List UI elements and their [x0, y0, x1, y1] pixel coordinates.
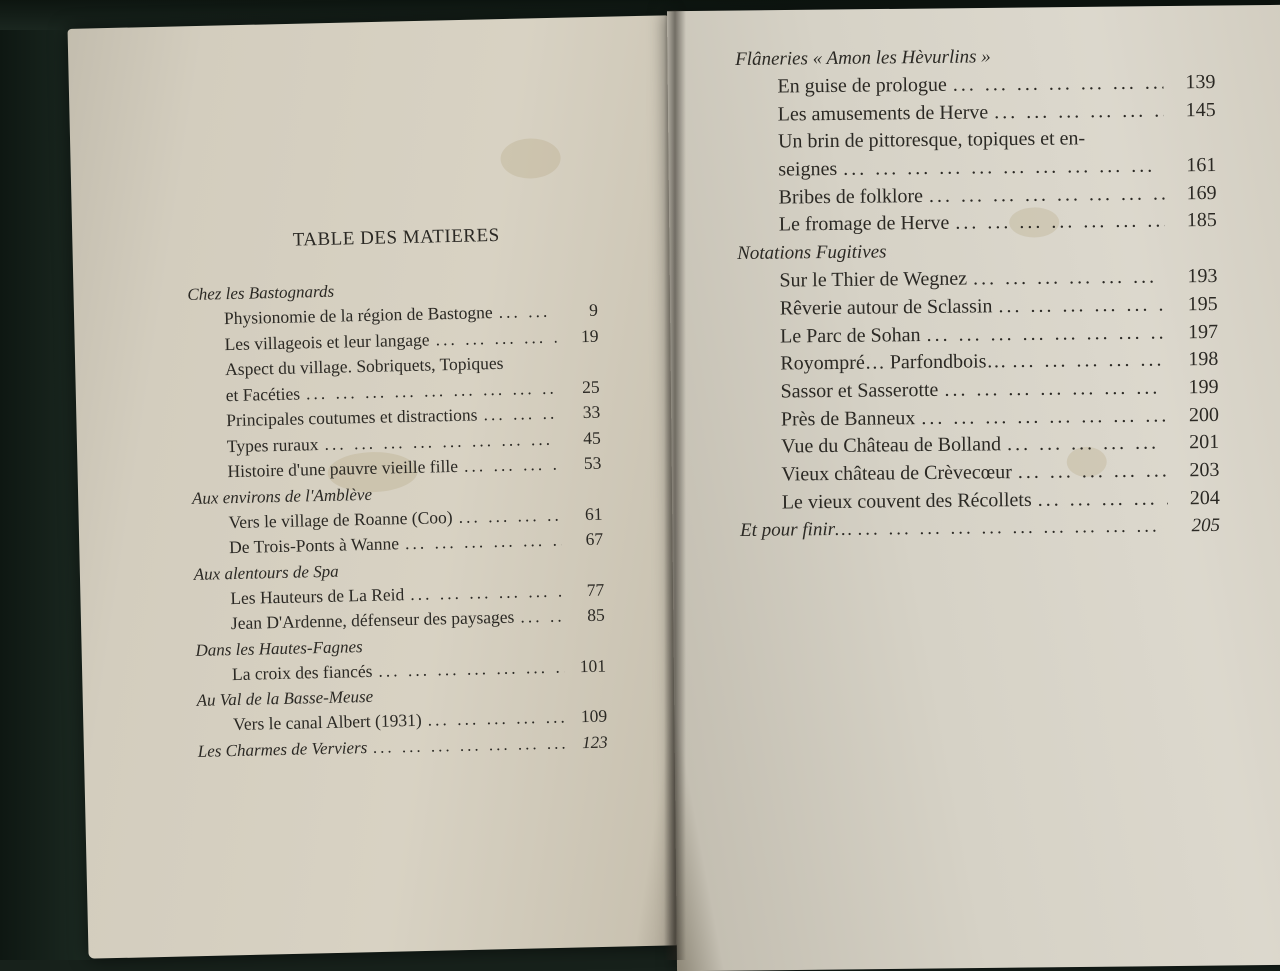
leader-dots — [410, 578, 563, 607]
entry-title: Vers le village de Roanne (Coo) — [228, 506, 453, 532]
entry-title: Physionomie de la région de Bastogne — [223, 302, 493, 329]
section-title: Les Charmes de Verviers — [197, 737, 368, 761]
entry-title: Vue du Château de Bolland — [781, 433, 1002, 458]
page-number: 33 — [582, 401, 601, 423]
page-number: 193 — [1187, 265, 1218, 288]
leader-dots — [520, 604, 563, 630]
leader-dots — [373, 730, 566, 759]
section-title: Chez les Bastognards — [187, 281, 335, 304]
page-number: 204 — [1189, 486, 1220, 509]
entry-title: Près de Banneux — [780, 406, 916, 431]
entry-title: Rêverie autour de Sclassin — [779, 295, 993, 320]
page-number: 45 — [583, 427, 601, 448]
entry-title: Vieux château de Crèvecœur — [781, 461, 1012, 486]
page-number: 200 — [1188, 403, 1220, 426]
leader-dots — [994, 97, 1164, 126]
page-number: 101 — [579, 655, 607, 676]
page-number: 139 — [1185, 70, 1216, 94]
leader-dots — [953, 70, 1164, 100]
leader-dots — [498, 299, 556, 326]
entry-title: Bribes de folklore — [778, 184, 924, 209]
entry-title: Les amusements de Herve — [777, 101, 989, 126]
entry-title: Les villageois et leur langage — [224, 329, 430, 354]
paper-stain — [500, 138, 561, 179]
page-number: 185 — [1186, 209, 1217, 232]
leader-dots — [1038, 485, 1168, 514]
leader-dots — [464, 452, 560, 480]
page-number: 205 — [1191, 515, 1221, 537]
entry-title: Royompré… Parfondbois… — [780, 350, 1007, 375]
entry-title: Le fromage de Herve — [778, 212, 950, 236]
entry-title: et Facéties — [225, 382, 301, 405]
page-number: 161 — [1186, 154, 1217, 177]
page-number: 197 — [1187, 320, 1219, 343]
page-number: 201 — [1189, 431, 1220, 454]
entry-title: Jean D'Ardenne, défenseur des paysages — [230, 606, 515, 634]
leader-dots — [955, 208, 1165, 238]
entry-title: Types ruraux — [226, 433, 319, 456]
page-number: 61 — [584, 503, 603, 524]
leader-dots — [1018, 457, 1168, 486]
page-number: 19 — [580, 325, 599, 346]
page-number: 85 — [587, 604, 606, 625]
leader-dots — [944, 374, 1167, 404]
entry-title: Les Hauteurs de La Reid — [230, 583, 405, 608]
toc-entry — [736, 97, 1216, 130]
toc-section-heading — [740, 512, 1220, 545]
page-number: 198 — [1188, 348, 1219, 371]
entry-title: Aspect du village. Sobriquets, Topiques — [224, 352, 504, 380]
table-of-contents-left — [186, 223, 608, 764]
leader-dots — [921, 402, 1167, 432]
section-title: Aux environs de l'Amblève — [191, 484, 373, 508]
leader-dots — [435, 324, 556, 352]
leader-dots — [1007, 430, 1167, 459]
leader-dots — [483, 401, 558, 428]
entry-title: La croix des fiancés — [231, 660, 373, 684]
page-number: 203 — [1189, 458, 1220, 482]
leader-dots — [427, 705, 565, 734]
page-number: 199 — [1188, 375, 1219, 399]
section-title: Aux alentours de Spa — [193, 561, 339, 584]
entry-title: Le vieux couvent des Récollets — [781, 488, 1032, 514]
leader-dots — [973, 264, 1166, 294]
page-number: 109 — [580, 705, 608, 727]
page-number: 169 — [1186, 181, 1217, 205]
leader-dots — [843, 153, 1164, 184]
page-number: 25 — [581, 376, 600, 397]
section-title: Flâneries « Amon les Hèvurlins » — [735, 46, 991, 70]
book-gutter — [664, 10, 686, 960]
entry-title: Le Parc de Sohan — [779, 323, 921, 348]
page-number: 145 — [1185, 98, 1216, 121]
leader-dots — [378, 654, 564, 684]
toc-title: TABLE DES MATIERES — [292, 224, 500, 251]
page-number: 77 — [586, 579, 605, 600]
leader-dots — [926, 319, 1166, 349]
leader-dots — [1012, 347, 1166, 376]
leader-dots — [458, 502, 561, 530]
section-title: Dans les Hautes-Fagnes — [195, 636, 363, 660]
entry-title: Vers le canal Albert (1931) — [232, 709, 422, 735]
entry-title: Principales coutumes et distractions — [226, 404, 478, 431]
leader-dots — [405, 528, 562, 557]
section-title: Et pour finir… — [739, 519, 853, 542]
entry-title: Sassor et Sasserotte — [780, 378, 939, 403]
page-number: 53 — [583, 452, 602, 474]
leader-dots — [858, 513, 1168, 544]
entry-title: Histoire d'une pauvre vieille fille — [227, 455, 459, 482]
section-title: Notations Fugitives — [737, 241, 887, 265]
page-number: 9 — [588, 299, 599, 320]
entry-title: En guise de prologue — [777, 73, 947, 98]
leader-dots — [929, 180, 1165, 210]
leader-dots — [998, 291, 1166, 320]
toc-entry — [737, 207, 1217, 240]
entry-title: Sur le Thier de Wegnez — [779, 267, 968, 292]
entry-title: seignes — [778, 157, 838, 181]
page-number: 123 — [581, 732, 608, 752]
page-number: 195 — [1187, 292, 1218, 316]
entry-title: Un brin de pittoresque, topiques et en- — [777, 127, 1086, 153]
entry-title: De Trois-Ponts à Wanne — [228, 533, 400, 558]
page-number: 67 — [585, 528, 604, 550]
table-of-contents-right — [735, 41, 1220, 545]
section-title: Au Val de la Basse-Meuse — [196, 686, 374, 710]
